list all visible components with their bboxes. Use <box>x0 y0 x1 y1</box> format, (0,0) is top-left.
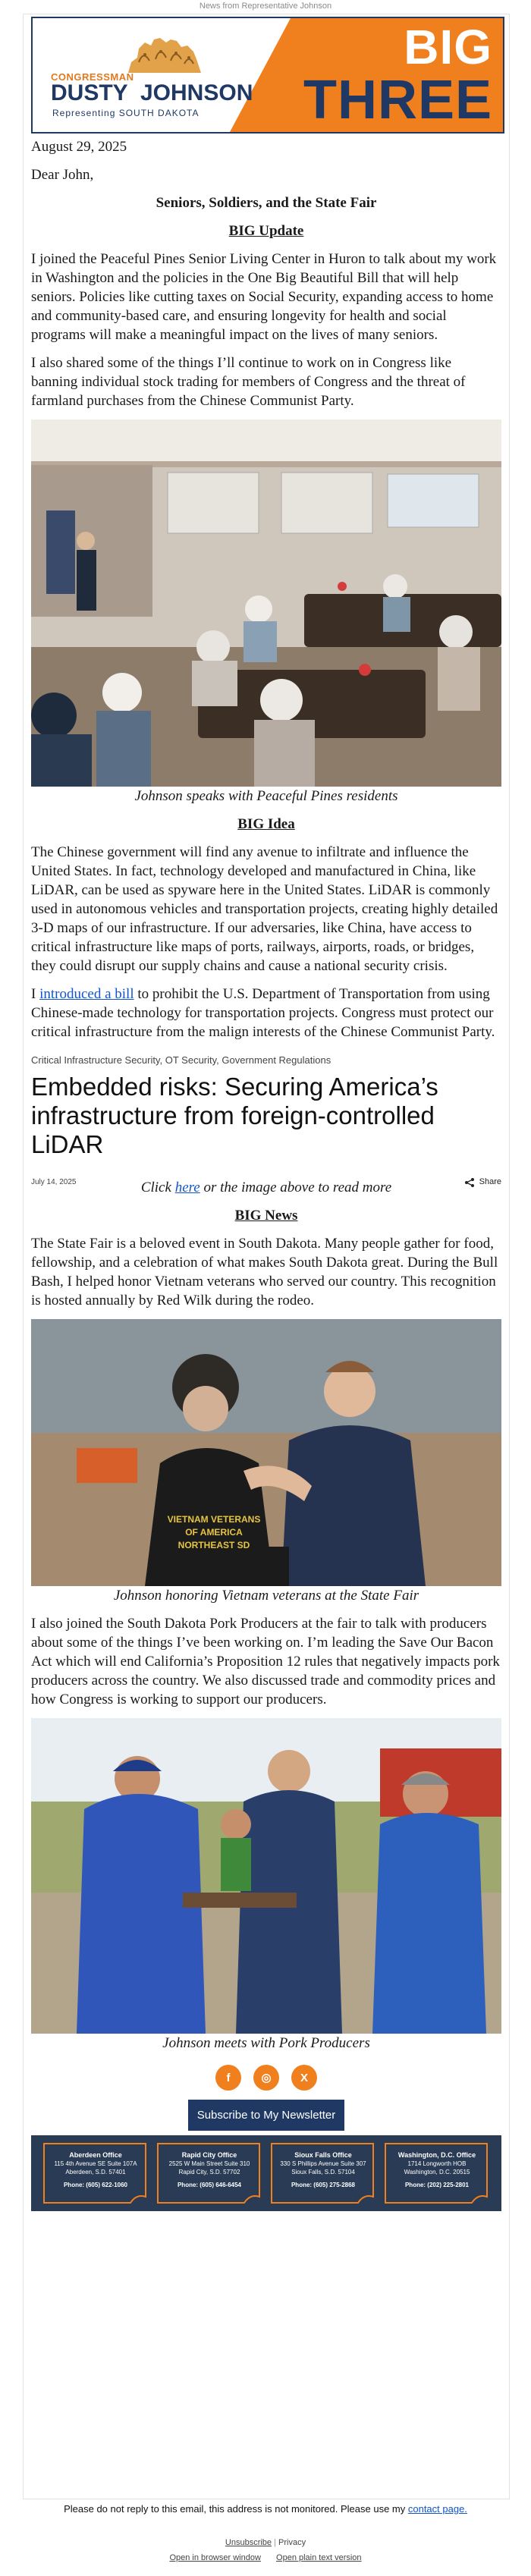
section-heading-news: BIG News <box>234 1208 298 1224</box>
newsletter-card <box>23 14 510 2499</box>
social-links <box>31 2065 501 2091</box>
office-street: 2525 W Main Street Suite 310 <box>168 2160 250 2167</box>
read-more-link[interactable]: here <box>174 1180 200 1195</box>
contact-page-link[interactable]: contact page. <box>407 2503 467 2515</box>
banner-three: THREE <box>303 70 492 130</box>
article-tags: Critical Infrastructure Security, OT Security, Government Regulations <box>31 1054 331 1066</box>
office-name: Aberdeen Office <box>69 2151 122 2159</box>
office-phone: Phone: (605) 275-2868 <box>291 2182 356 2188</box>
office-name: Rapid City Office <box>181 2151 237 2159</box>
letter-greeting: Dear John, <box>31 167 94 183</box>
share-label: Share <box>479 1177 501 1186</box>
preheader: News from Representative Johnson <box>199 2 332 11</box>
section-heading-idea: BIG Idea <box>237 816 295 832</box>
news-paragraph-2: I also joined the South Dakota Pork Producers at the fair to talk with producers about some of the things I’ve been working on. I’m leading the Save Our Bacon Act which will end California’s Proposition 12 rules that negatively impacts pork producers across the country. We also discussed trade and commodity prices and how Congress is working to support our producers. <box>31 1616 500 1707</box>
congressman-logo <box>45 35 253 118</box>
update-paragraph-1: I joined the Peaceful Pines Senior Living Center in Huron to talk about my work in Washington and the policies in the One Big Beautiful Bill that will help seniors. Policies like cutting taxes on Social Security, expanding access to home and community-based care, and ensuring longevity for health and social programs will make a meaningful impact on the lives of many seniors. <box>31 251 497 343</box>
letter-title: Seniors, Soldiers, and the State Fair <box>156 195 377 211</box>
office-phone: Phone: (605) 622-1060 <box>63 2182 128 2188</box>
section-heading-update: BIG Update <box>228 223 304 239</box>
idea-paragraph-2 <box>31 985 501 1041</box>
office-city: Washington, D.C. 20515 <box>404 2169 470 2175</box>
subscribe-button[interactable]: Subscribe to My Newsletter <box>188 2100 345 2131</box>
veteran-jacket-text: VIETNAM VETERANS OF AMERICA NORTHEAST SD <box>167 1514 261 1550</box>
idea-paragraph-1: The Chinese government will find any avenue to infiltrate and influence the United States. In fact, technology developed and manufactured in China, like LiDAR, can be used as spyware here in the United States. LiDAR is commonly used in autonomous vehicles and transportation projects, creating highly detailed 3-D maps of our infrastructure. If our adversaries, like China, have access to critical infrastructure like maps of ports, railways, airports, roads, or bridges, they could disrupt our supply chains and cause a national security crisis. <box>31 844 498 974</box>
header-banner <box>31 17 504 134</box>
browser-view-link[interactable]: Open in browser window <box>169 2553 261 2562</box>
letter-date: August 29, 2025 <box>31 139 127 155</box>
office-washington <box>384 2141 490 2206</box>
pork-photo-caption: Johnson meets with Pork Producers <box>162 2035 370 2051</box>
article-headline: Embedded risks: Securing America’s infrastructure from foreign-controlled LiDAR <box>31 1073 438 1158</box>
office-street: 1714 Longworth HOB <box>407 2160 467 2167</box>
office-name: Sioux Falls Office <box>294 2151 352 2159</box>
subscribe-wrap <box>31 2100 501 2131</box>
office-rapid-city <box>156 2141 262 2206</box>
office-locations <box>31 2135 501 2211</box>
office-phone: Phone: (605) 646-6454 <box>177 2182 242 2188</box>
peaceful-pines-photo <box>31 419 501 787</box>
office-sioux-falls <box>270 2141 376 2206</box>
article-preview-card[interactable] <box>31 1051 501 1186</box>
idea-p2-before: I <box>31 986 40 1002</box>
pork-producers-image <box>31 1718 501 2034</box>
plain-text-link[interactable]: Open plain text version <box>276 2553 362 2562</box>
x-icon[interactable]: X <box>291 2065 317 2091</box>
update-photo-caption: Johnson speaks with Peaceful Pines residents <box>134 788 398 804</box>
footer-note-text: Please do not reply to this email, this address is not monitored. Please use my <box>64 2503 408 2515</box>
veterans-photo-caption: Johnson honoring Vietnam veterans at the State Fair <box>113 1588 419 1604</box>
footer-note <box>23 2503 508 2515</box>
instagram-icon[interactable]: ◎ <box>253 2065 279 2091</box>
share-button[interactable] <box>464 1173 501 1192</box>
logo-last-name: JOHNSON <box>140 80 253 105</box>
mount-rushmore-icon <box>128 35 201 73</box>
logo-first-name: DUSTY <box>51 80 128 105</box>
facebook-icon[interactable]: f <box>215 2065 241 2091</box>
office-street: 115 4th Avenue SE Suite 107A <box>54 2160 137 2167</box>
unsubscribe-link[interactable]: Unsubscribe <box>225 2538 272 2547</box>
read-more-line <box>31 1178 501 1197</box>
introduced-bill-link[interactable]: introduced a bill <box>39 986 134 1002</box>
office-city: Rapid City, S.D. 57702 <box>178 2169 240 2175</box>
footer-links-row1: Unsubscribe | Privacy <box>225 2538 306 2547</box>
office-city: Aberdeen, S.D. 57401 <box>65 2169 126 2175</box>
logo-representing: Representing SOUTH DAKOTA <box>52 108 200 118</box>
office-phone: Phone: (202) 225-2801 <box>404 2182 470 2188</box>
banner-big: BIG <box>404 20 492 74</box>
office-aberdeen <box>42 2141 149 2206</box>
privacy-link[interactable]: Privacy <box>278 2538 306 2547</box>
office-city: Sioux Falls, S.D. 57104 <box>291 2169 355 2175</box>
footer-links-row2 <box>0 2553 531 2562</box>
share-icon <box>464 1177 475 1188</box>
letter-body <box>31 137 501 2211</box>
idea-p2-after: to prohibit the U.S. Department of Transportation from using Chinese-made technology for transportation projects. Congress must protect our critical infrastructure from the malign interests of the Chinese Communist Party. <box>31 986 495 1040</box>
click-after: or the image above to read more <box>200 1180 392 1195</box>
vietnam-veterans-photo <box>31 1319 501 1586</box>
logo-congressman: CONGRESSMAN <box>51 71 134 83</box>
office-name: Washington, D.C. Office <box>397 2151 476 2159</box>
click-before: Click <box>140 1180 175 1195</box>
article-date: July 14, 2025 <box>31 1178 77 1186</box>
pork-producers-photo <box>31 1718 501 2034</box>
vietnam-veterans-image <box>31 1319 501 1586</box>
news-paragraph-1: The State Fair is a beloved event in South Dakota. Many people gather for food, fellowship, and a celebration of what makes South Dakota great. During the Bull Bash, I helped honor Vietnam veterans who served our country. This recognition is hosted annually by Red Wilk during the rodeo. <box>31 1236 498 1308</box>
office-street: 330 S Phillips Avenue Suite 307 <box>280 2160 366 2167</box>
update-paragraph-2: I also shared some of the things I’ll continue to work on in Congress like banning individual stock trading for members of Congress and the threat of farmland purchases from the Chinese Communist Party. <box>31 355 466 409</box>
peaceful-pines-image <box>31 419 501 787</box>
